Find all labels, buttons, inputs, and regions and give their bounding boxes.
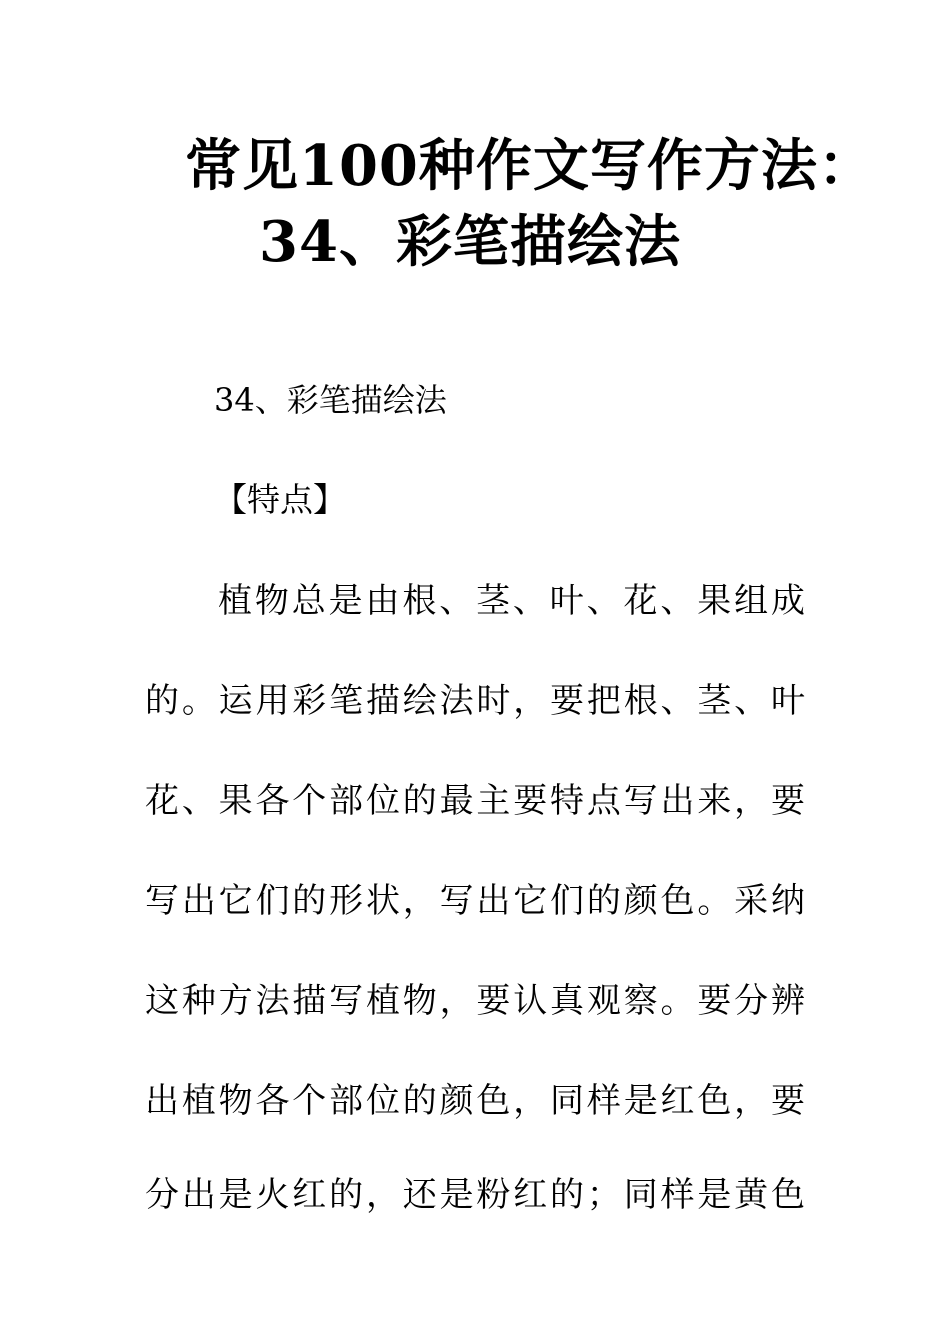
feature-label: 【特点】 (214, 480, 346, 519)
paragraph-line: 这种方法描写植物，要认真观察。要分辨 (145, 981, 805, 1021)
paragraph-line: 写出它们的形状，写出它们的颜色。采纳 (145, 881, 805, 921)
paragraph-line: 植物总是由根、茎、叶、花、果组成 (218, 581, 805, 621)
paragraph-line: 分出是火红的，还是粉红的；同样是黄色 (145, 1175, 805, 1215)
section-subheading: 34、彩笔描绘法 (214, 381, 447, 419)
title-line-1: 常见100种作文写作方法： (185, 133, 875, 199)
document-title (145, 128, 875, 280)
paragraph-line: 出植物各个部位的颜色，同样是红色，要 (145, 1081, 805, 1121)
title-line-2: 34、彩笔描绘法 (259, 209, 681, 275)
paragraph-line: 花、果各个部位的最主要特点写出来，要 (145, 781, 805, 821)
paragraph-line: 的。运用彩笔描绘法时，要把根、茎、叶 (145, 681, 805, 721)
